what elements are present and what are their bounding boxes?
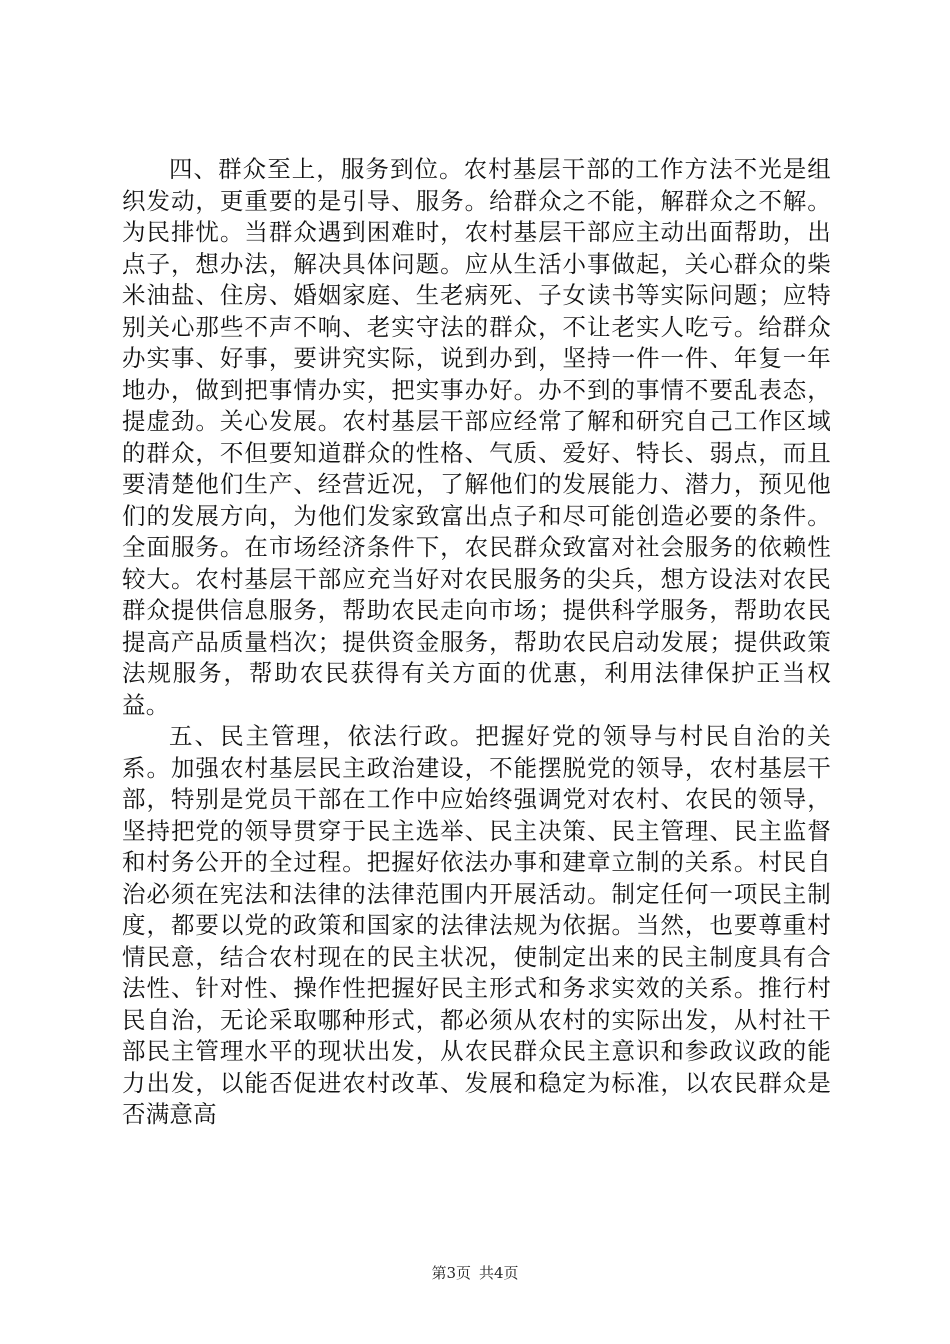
paragraph-five: 五、民主管理，依法行政。把握好党的领导与村民自治的关系。加强农村基层民主政治建设，不能摆脱党的领导，农村基层干部，特别是党员干部在工作中应始终强调党对农村、农民的领导，坚持把党的领导贯穿于民主选举、民主决策、民主管理、民主监督和村务公开的全过程。把握好依法办事和建章立制的关系。村民自治必须在宪法和法律的法律范围内开展活动。制定任何一项民主制度，都要以党的政策和国家的法律法规为依据。当然，也要尊重村情民意，结合农村现在的民主状况，使制定出来的民主制度具有合法性、针对性、操作性把握好民主形式和务求实效的关系。推行村民自治，无论采取哪种形式，都必须从农村的实际出发，从村社干部民主管理水平的现状出发，从农民群众民主意识和参政议政的能力出发，以能否促进农村改革、发展和稳定为标准，以农民群众是否满意高 [122,722,831,1128]
paragraph-four: 四、群众至上，服务到位。农村基层干部的工作方法不光是组织发动，更重要的是引导、服务。给群众之不能，解群众之不解。为民排忧。当群众遇到困难时，农村基层干部应主动出面帮助，出点子，想办法，解决具体问题。应从生活小事做起，关心群众的柴米油盐、住房、婚姻家庭、生老病死、子女读书等实际问题；应特别关心那些不声不响、老实守法的群众，不让老实人吃亏。给群众办实事、好事，要讲究实际，说到办到，坚持一件一件、年复一年地办，做到把事情办实，把实事办好。办不到的事情不要乱表态，提虚劲。关心发展。农村基层干部应经常了解和研究自己工作区域的群众，不但要知道群众的性格、气质、爱好、特长、弱点，而且要清楚他们生产、经营近况，了解他们的发展能力、潜力，预见他们的发展方向，为他们发家致富出点子和尽可能创造必要的条件。全面服务。在市场经济条件下，农民群众致富对社会服务的依赖性较大。农村基层干部应充当好对农民服务的尖兵，想方设法对农民群众提供信息服务，帮助农民走向市场；提供科学服务，帮助农民提高产品质量档次；提供资金服务，帮助农民启动发展；提供政策法规服务，帮助农民获得有关方面的优惠，利用法律保护正当权益。 [122,155,831,719]
page-total: 共4页 [479,1264,519,1282]
page-number: 第3页 [431,1264,471,1282]
document-body [122,154,831,1131]
page-footer [0,1263,950,1283]
